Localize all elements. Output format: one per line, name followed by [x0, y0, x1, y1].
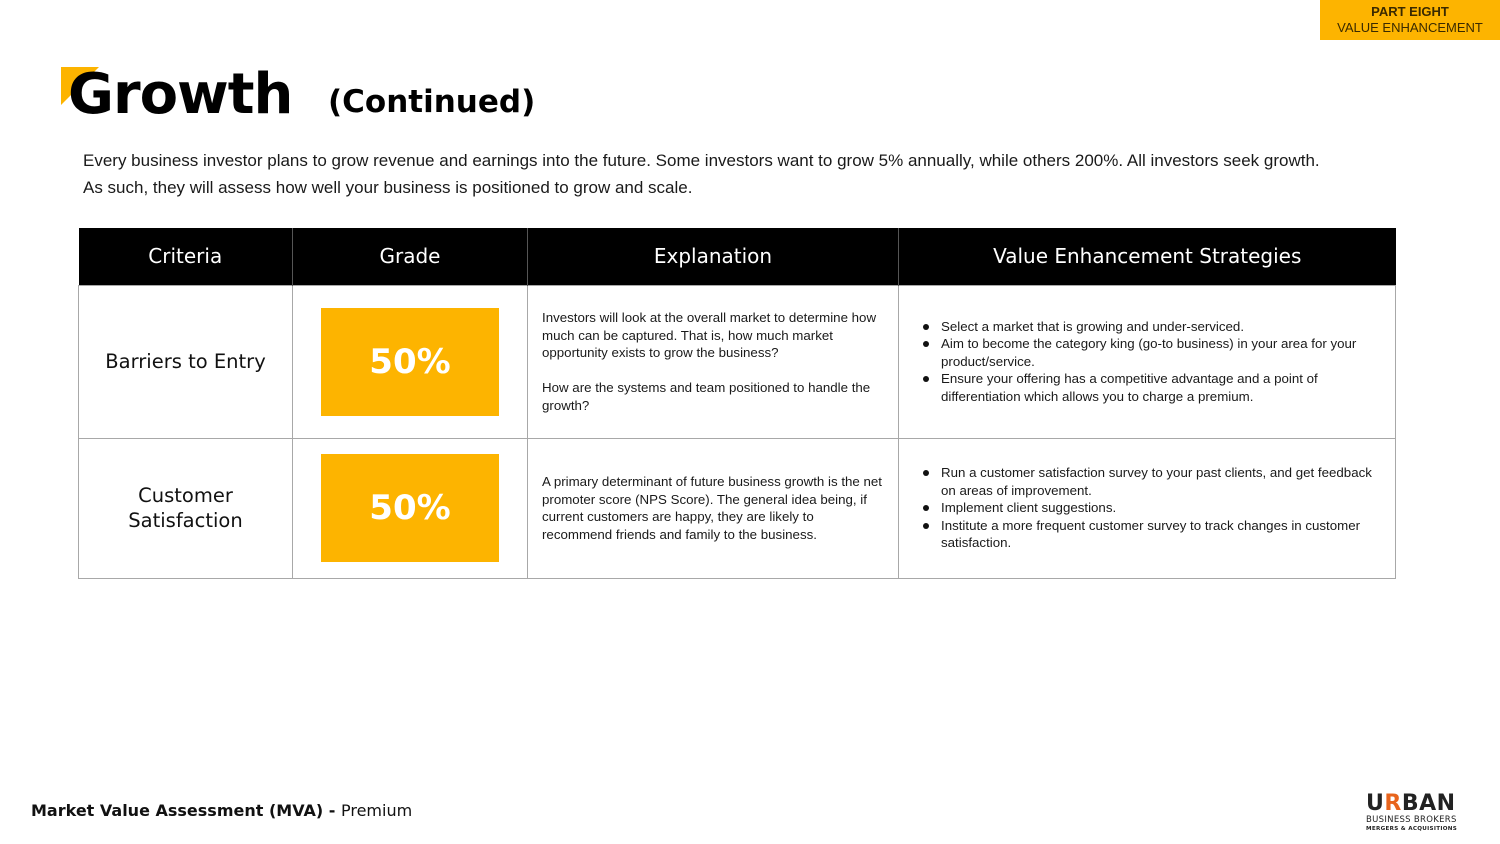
header-strategies: Value Enhancement Strategies — [899, 228, 1396, 285]
strategy-text: Aim to become the category king (go-to business) in your area for your product/service. — [941, 336, 1357, 369]
footer-tier: Premium — [340, 801, 413, 820]
strategy-item — [921, 464, 1375, 499]
bullet-icon — [923, 376, 929, 382]
intro-paragraph: Every business investor plans to grow revenue and earnings into the future. Some investors want to grow 5% annually, while others 200%. All investors seek growth. As such, they will assess how well your business is positioned to grow and scale. — [83, 151, 1320, 197]
grade-badge: 50% — [321, 308, 499, 416]
bullet-icon — [923, 505, 929, 511]
logo-tagline-1: BUSINESS BROKERS — [1366, 815, 1457, 825]
company-logo — [1366, 793, 1476, 834]
strategy-text: Institute a more frequent customer survey to track changes in customer satisfaction. — [941, 517, 1361, 551]
explanation-cell — [528, 438, 899, 578]
explanation-text: Investors will look at the overall market to determine how much can be captured. That is, how much market opportunity exists to grow the business? — [542, 310, 877, 360]
strategies-list — [921, 464, 1375, 552]
strategy-text: Select a market that is growing and under-serviced. — [941, 318, 1245, 334]
strategy-text: Implement client suggestions. — [941, 500, 1117, 516]
explanation-text: A primary determinant of future business growth is the net promoter score (NPS Score). The general idea being, if current customers are happy, they are likely to recommend friends and family to the business. — [542, 474, 882, 542]
strategy-text: Ensure your offering has a competitive advantage and a point of differentiation which allows you to charge a premium. — [941, 371, 1318, 404]
criteria-cell: Barriers to Entry — [79, 285, 293, 438]
logo-accent-letter: R — [1384, 791, 1402, 816]
criteria-cell: Customer Satisfaction — [79, 438, 293, 578]
section-name: VALUE ENHANCEMENT — [1337, 20, 1483, 35]
table-header-row — [79, 228, 1396, 285]
footer-doc-name: Market Value Assessment (MVA) - — [31, 801, 341, 820]
header-explanation: Explanation — [528, 228, 899, 285]
strategy-item — [921, 499, 1375, 517]
section-number: PART EIGHT — [1371, 4, 1449, 19]
strategy-item — [921, 335, 1375, 370]
footer-document-title — [31, 801, 412, 820]
bullet-icon — [923, 470, 929, 476]
section-badge — [1320, 0, 1500, 40]
page-title: Growth — [68, 62, 293, 127]
strategies-list — [921, 318, 1375, 406]
bullet-icon — [923, 341, 929, 347]
logo-letter: U — [1366, 791, 1385, 816]
logo-letters: BAN — [1401, 791, 1456, 816]
grade-cell — [293, 438, 528, 578]
bullet-icon — [923, 324, 929, 330]
header-grade: Grade — [293, 228, 528, 285]
grade-cell — [293, 285, 528, 438]
table-row — [79, 285, 1396, 438]
explanation-text: How are the systems and team positioned to handle the growth? — [542, 380, 871, 413]
strategy-item — [921, 370, 1375, 405]
table-row — [79, 438, 1396, 578]
logo-wordmark — [1366, 793, 1476, 815]
header-criteria: Criteria — [79, 228, 293, 285]
grade-badge: 50% — [321, 454, 499, 562]
strategy-item — [921, 517, 1375, 552]
logo-tagline-2: MERGERS & ACQUISITIONS — [1366, 826, 1458, 832]
strategy-item — [921, 318, 1375, 336]
page-subtitle: (Continued) — [328, 84, 536, 120]
growth-criteria-table — [78, 228, 1396, 579]
strategies-cell — [899, 285, 1396, 438]
bullet-icon — [923, 523, 929, 529]
explanation-cell — [528, 285, 899, 438]
strategies-cell — [899, 438, 1396, 578]
strategy-text: Run a customer satisfaction survey to your past clients, and get feedback on areas of improvement. — [941, 465, 1372, 498]
